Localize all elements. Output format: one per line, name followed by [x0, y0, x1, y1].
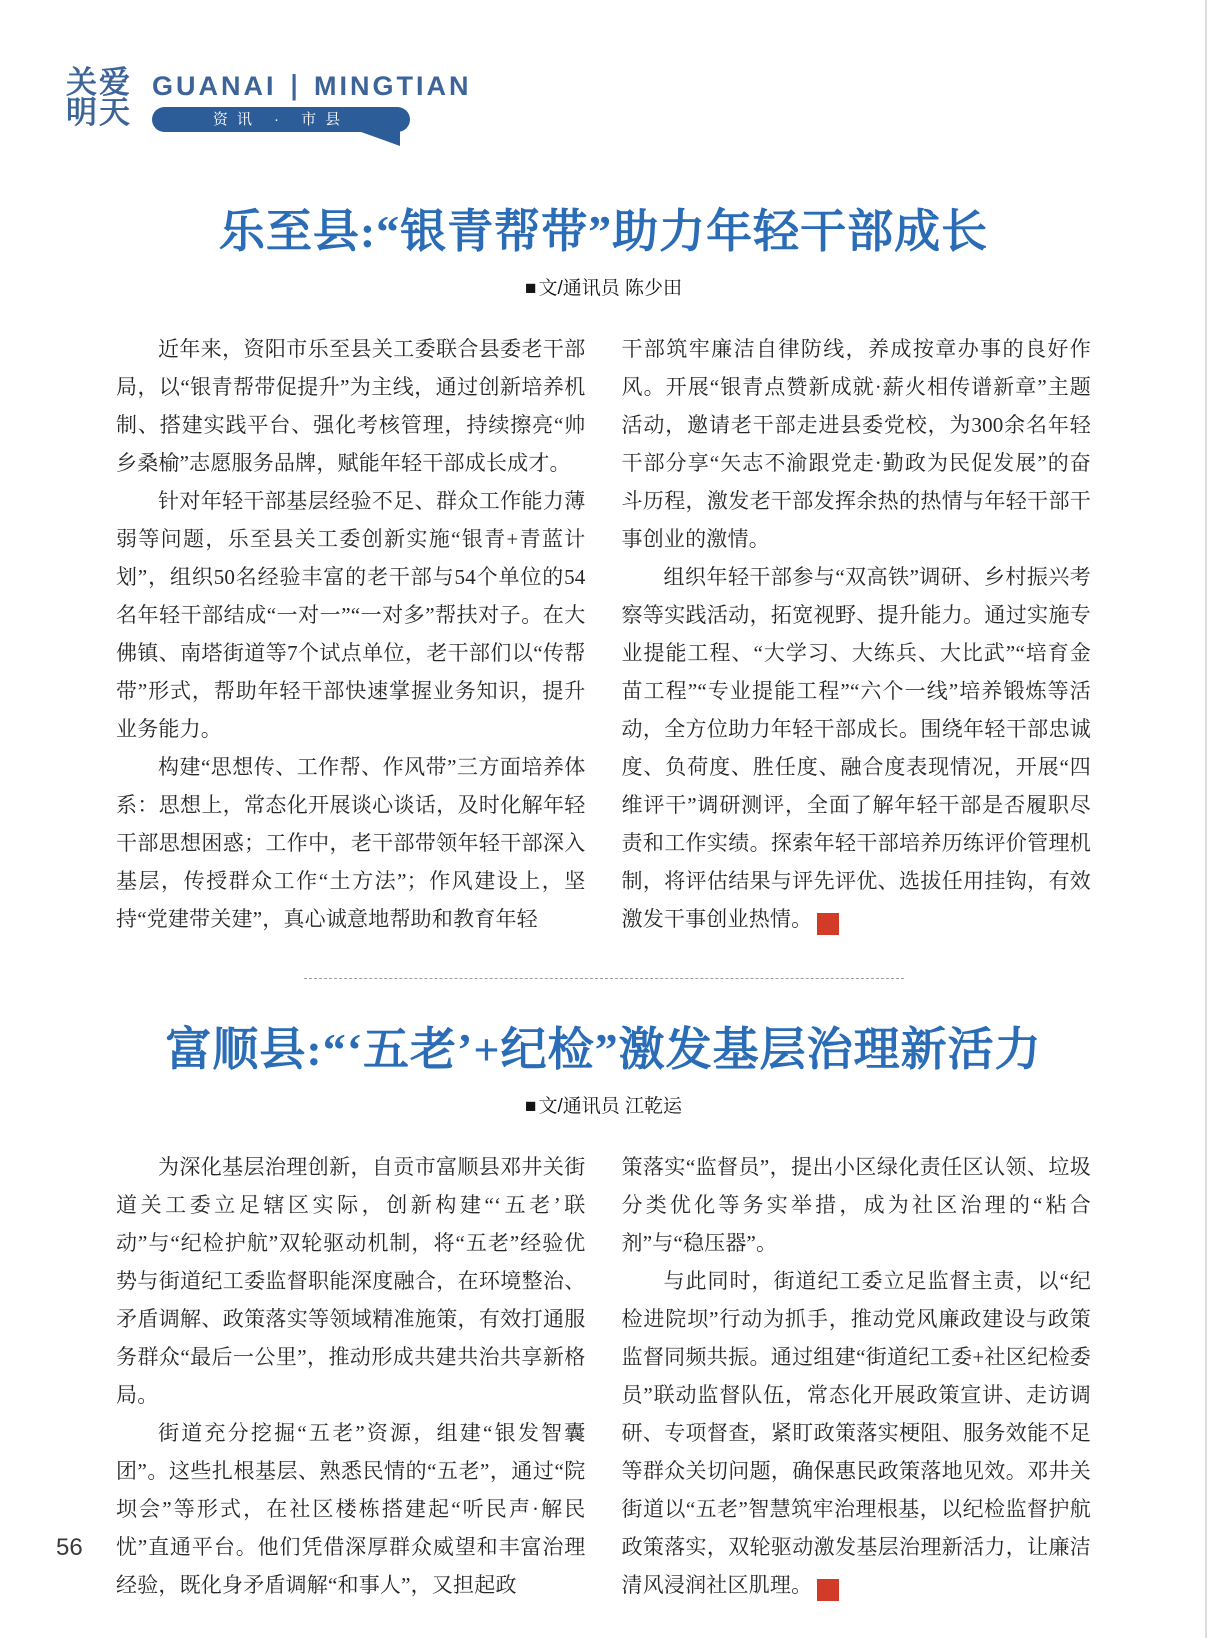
- brand-column: [152, 68, 471, 132]
- article-2-left-column: [116, 1148, 586, 1604]
- byline-square-icon: ■: [524, 278, 537, 299]
- article-end-mark-icon: 关: [817, 1579, 839, 1601]
- byline-text: 文/通讯员 陈少田: [538, 278, 683, 299]
- body-paragraph: 针对年轻干部基层经验不足、群众工作能力薄弱等问题，乐至县关工委创新实施“银青+青蓝计划”，组织50名经验丰富的老干部与54个单位的54名年轻干部结成“一对一”“一对多”帮扶对子。在大佛镇、南塔街道等7个试点单位，老干部们以“传帮带”形式，帮助年轻干部快速掌握业务知识，提升业务能力。: [116, 489, 586, 741]
- section-banner-label: 资讯 · 市县: [212, 111, 350, 128]
- article-2-byline: [116, 1091, 1091, 1118]
- magazine-logo: [66, 65, 132, 132]
- body-paragraph: 构建“思想传、工作帮、作风带”三方面培养体系：思想上，常态化开展谈心谈话，及时化解年轻干部思想困惑；工作中，老干部带领年轻干部深入基层，传授群众工作“土方法”；作风建设上，坚持“党建带关建”，真心诚意地帮助和教育年轻: [116, 755, 586, 931]
- article-2: [116, 1021, 1091, 1604]
- page-content: [116, 203, 1091, 1604]
- article-divider: [304, 978, 904, 979]
- section-banner: [152, 107, 410, 132]
- article-1-byline: [116, 273, 1091, 300]
- article-2-right-column: [622, 1148, 1092, 1604]
- body-paragraph-text: 与此同时，街道纪工委立足监督主责，以“纪检进院坝”行动为抓手，推动党风廉政建设与政策监督同频共振。通过组建“街道纪工委+社区纪检委员”联动监督队伍，常态化开展政策宣讲、走访调研、专项督查，紧盯政策落实梗阻、服务效能不足等群众关切问题，确保惠民政策落地见效。邓井关街道以“五老”智慧筑牢治理根基，以纪检监督护航政策落实，双轮驱动激发基层治理新活力，让廉洁清风浸润社区肌理。: [621, 1269, 1091, 1597]
- body-paragraph-text: 组织年轻干部参与“双高铁”调研、乡村振兴考察等实践活动，拓宽视野、提升能力。通过实施专业提能工程、“大学习、大练兵、大比武”“培育金苗工程”“专业提能工程”“六个一线”培养锻炼等活动，全方位助力年轻干部成长。围绕年轻干部忠诚度、负荷度、胜任度、融合度表现情况，开展“四维评干”调研测评，全面了解年轻干部是否履职尽责和工作实绩。探索年轻干部培养历练评价管理机制，将评估结果与评先评优、选拔任用挂钩，有效激发干事创业热情。: [621, 565, 1091, 931]
- logo-line-2: 明天: [66, 95, 132, 130]
- page-number: 56: [56, 1534, 83, 1561]
- body-paragraph: [622, 1262, 1092, 1604]
- brand-wordmark: GUANAI ∣ MINGTIAN: [152, 71, 472, 101]
- body-paragraph: [622, 558, 1092, 938]
- body-paragraph: 干部筑牢廉洁自律防线，养成按章办事的良好作风。开展“银青点赞新成就·薪火相传谱新章”主题活动，邀请老干部走进县委党校，为300余名年轻干部分享“矢志不渝跟党走·勤政为民促发展”的奋斗历程，激发老干部发挥余热的热情与年轻干部干事创业的激情。: [621, 337, 1091, 551]
- speech-bubble-tail-icon: [350, 128, 400, 146]
- body-paragraph: 为深化基层治理创新，自贡市富顺县邓井关街道关工委立足辖区实际，创新构建“‘五老’联动”与“纪检护航”双轮驱动机制，将“五老”经验优势与街道纪工委监督职能深度融合，在环境整治、矛盾调解、政策落实等领域精准施策，有效打通服务群众“最后一公里”，推动形成共建共治共享新格局。: [116, 1155, 586, 1407]
- article-1-left-column: [116, 330, 586, 938]
- article-1: [116, 203, 1091, 938]
- body-paragraph: 策落实“监督员”，提出小区绿化责任区认领、垃圾分类优化等务实举措，成为社区治理的“粘合剂”与“稳压器”。: [621, 1155, 1091, 1255]
- article-1-right-column: [622, 330, 1092, 938]
- article-1-columns: [116, 330, 1091, 938]
- article-2-columns: [116, 1148, 1091, 1604]
- body-paragraph: 近年来，资阳市乐至县关工委联合县委老干部局，以“银青帮带促提升”为主线，通过创新培养机制、搭建实践平台、强化考核管理，持续擦亮“帅乡桑榆”志愿服务品牌，赋能年轻干部成长成才。: [116, 337, 586, 475]
- magazine-header: [66, 65, 472, 132]
- article-2-title: 富顺县:“‘五老’+纪检”激发基层治理新活力: [165, 1024, 1042, 1075]
- article-end-mark-icon: 关: [817, 913, 839, 935]
- logo-line-1: 关爱: [66, 65, 132, 100]
- body-paragraph: 街道充分挖掘“五老”资源，组建“银发智囊团”。这些扎根基层、熟悉民情的“五老”，通过“院坝会”等形式，在社区楼栋搭建起“听民声·解民忧”直通平台。他们凭借深厚群众威望和丰富治理经验，既化身矛盾调解“和事人”，又担起政: [116, 1421, 586, 1597]
- byline-square-icon: ■: [524, 1096, 537, 1117]
- article-1-title: 乐至县:“银青帮带”助力年轻干部成长: [218, 206, 989, 257]
- byline-text: 文/通讯员 江乾运: [538, 1096, 683, 1117]
